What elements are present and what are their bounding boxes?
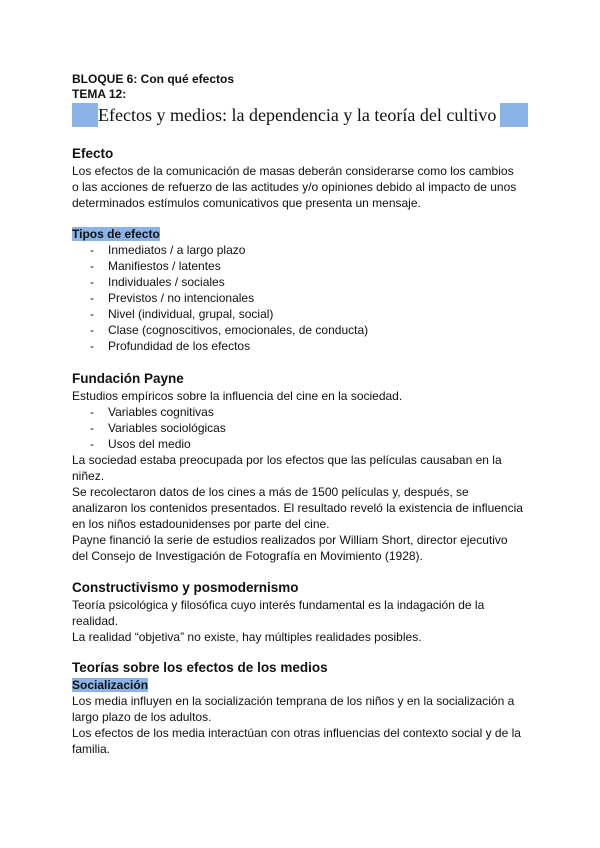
list-item: - Clase (cognoscitivos, emocionales, de conducta) (72, 322, 542, 338)
page-title: Efectos y medios: la dependencia y la teoría del cultivo (98, 105, 497, 125)
paragraph-line: Estudios empíricos sobre la influencia del cine en la sociedad. (72, 389, 403, 403)
list-item: - Profundidad de los efectos (72, 338, 542, 354)
paragraph-line: Los media influyen en la socialización temprana de los niños y en la socialización a (72, 694, 515, 708)
list-item: - Variables cognitivas (72, 404, 542, 420)
paragraph-line: La realidad “objetiva” no existe, hay múltiples realidades posibles. (72, 630, 422, 644)
title-highlight-right (500, 103, 528, 127)
paragraph-line: La sociedad estaba preocupada por los efectos que las películas causaban en la (72, 453, 502, 467)
list-item: - Manifiestos / latentes (72, 258, 542, 274)
section-efecto (72, 145, 542, 211)
tipos-list (72, 242, 542, 354)
section-teorias (72, 659, 542, 757)
list-item: - Inmediatos / a largo plazo (72, 242, 542, 258)
section-heading: Efecto (72, 146, 114, 161)
section-heading: Fundación Payne (72, 371, 184, 386)
paragraph-line: Teoría psicológica y filosófica cuyo interés fundamental es la indagación de la (72, 598, 485, 612)
paragraph-line: largo plazo de los adultos. (72, 710, 212, 724)
tema-label: TEMA 12: (72, 87, 127, 101)
paragraph-line: Los efectos de la comunicación de masas deberán considerarse como los cambios (72, 164, 514, 178)
payne-list (72, 404, 542, 452)
list-item: - Usos del medio (72, 436, 542, 452)
list-item: - Nivel (individual, grupal, social) (72, 306, 542, 322)
section-payne (72, 370, 542, 564)
paragraph-line: del Consejo de Investigación de Fotografía en Movimiento (1928). (72, 549, 423, 563)
list-item: - Variables sociológicas (72, 420, 542, 436)
title-highlight-left (72, 103, 98, 127)
section-heading: Constructivismo y posmodernismo (72, 580, 299, 595)
paragraph-line: Se recolectaron datos de los cines a más de 1500 películas y, después, se (72, 485, 469, 499)
paragraph-line: niñez. (72, 469, 105, 483)
paragraph-line: Los efectos de los media interactúan con otras influencias del contexto social y de la (72, 726, 521, 740)
paragraph-line: o las acciones de refuerzo de las actitudes y/o opiniones debido al impacto de unos (72, 180, 517, 194)
paragraph-line: realidad. (72, 614, 119, 628)
section-constructivismo (72, 579, 542, 645)
tipos-de-efecto (72, 226, 542, 354)
paragraph-line: en los niños estadounidenses por parte del cine. (72, 517, 330, 531)
list-item: - Previstos / no intencionales (72, 290, 542, 306)
highlighted-subheading: Tipos de efecto (72, 227, 160, 241)
paragraph-line: determinados estímulos comunicativos que presenta un mensaje. (72, 196, 421, 210)
list-item: - Individuales / sociales (72, 274, 542, 290)
title-row (72, 103, 528, 127)
highlighted-subheading: Socialización (72, 678, 149, 692)
paragraph-line: familia. (72, 742, 111, 756)
paragraph-line: Payne financió la serie de estudios realizados por William Short, director ejecutivo (72, 533, 508, 547)
paragraph-line: analizaron los contenidos presentados. El resultado reveló la existencia de influencia (72, 501, 523, 515)
bloque-label: BLOQUE 6: Con qué efectos (72, 72, 235, 86)
section-heading: Teorías sobre los efectos de los medios (72, 660, 328, 675)
